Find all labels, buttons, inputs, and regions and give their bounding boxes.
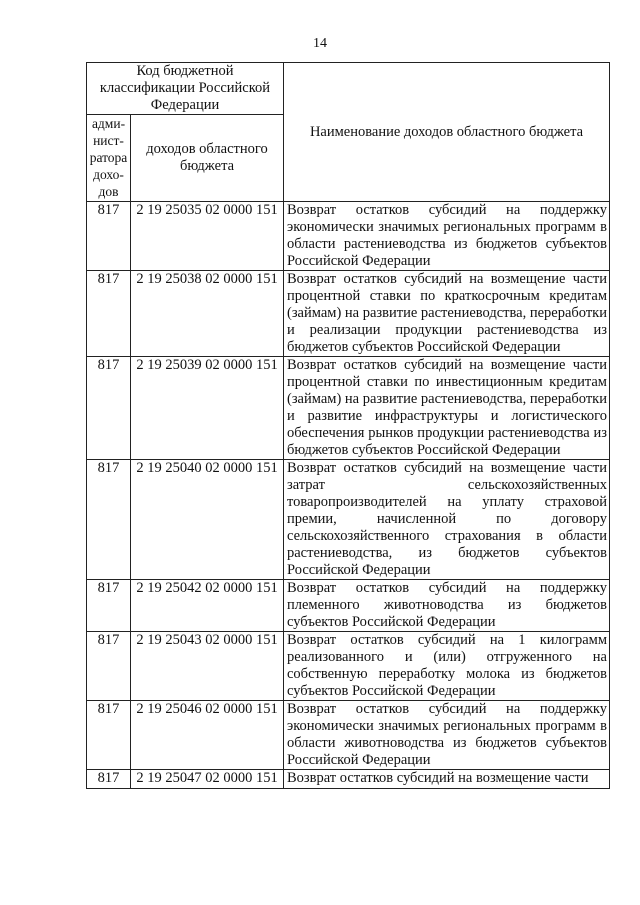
table-row: [87, 701, 610, 770]
revenue-description: Возврат остатков субсидий на поддержку экономически значимых региональных программ в области растениеводства из бюджетов субъектов Российской Федерации: [284, 202, 610, 271]
table-row: [87, 632, 610, 701]
revenue-description: Возврат остатков субсидий на поддержку экономически значимых региональных программ в области животноводства из бюджетов субъектов Российской Федерации: [284, 701, 610, 770]
revenue-description-text: Возврат остатков субсидий на возмещение части: [287, 770, 589, 786]
table-header-row-1: [87, 63, 610, 115]
administrator-code: 817: [87, 632, 131, 701]
budget-classification-code: 2 19 25046 02 0000 151: [131, 701, 284, 770]
header-income: доходов областного бюджета: [131, 115, 284, 202]
table-body: [87, 202, 610, 789]
administrator-code: 817: [87, 580, 131, 632]
administrator-code: 817: [87, 357, 131, 460]
administrator-code: 817: [87, 770, 131, 789]
administrator-code: 817: [87, 460, 131, 580]
budget-classification-code: 2 19 25042 02 0000 151: [131, 580, 284, 632]
table-row: [87, 770, 610, 789]
budget-classification-code: 2 19 25038 02 0000 151: [131, 271, 284, 357]
header-classification-code: Код бюджетной классификации Российской Федерации: [87, 63, 284, 115]
revenue-description: Возврат остатков субсидий на возмещение части процентной ставки по краткосрочным кредитам (займам) на развитие растениеводства, переработки и реализации продукции растениеводства из бюджетов субъектов Российской Федерации: [284, 271, 610, 357]
table-row: [87, 202, 610, 271]
revenue-description: Возврат остатков субсидий на возмещение части процентной ставки по инвестиционным кредитам (займам) на развитие растениеводства, переработки и развитие инфраструктуры и логистического обеспечения рынков продукции растениеводства из бюджетов субъектов Российской Федерации: [284, 357, 610, 460]
budget-table: [86, 62, 610, 789]
administrator-code: 817: [87, 701, 131, 770]
revenue-description: Возврат остатков субсидий на 1 килограмм реализованного и (или) отгруженного на собственную переработку молока из бюджетов субъектов Российской Федерации: [284, 632, 610, 701]
revenue-description: Возврат остатков субсидий на возмещение части затрат сельскохозяйственных товаропроизводителей на уплату страховой премии, начисленной по договору сельскохозяйственного страхования в области растениеводства, из бюджетов субъектов Российской Федерации: [284, 460, 610, 580]
revenue-description: Возврат остатков субсидий на поддержку племенного животноводства из бюджетов субъектов Российской Федерации: [284, 580, 610, 632]
table-row: [87, 357, 610, 460]
budget-classification-code: 2 19 25047 02 0000 151: [131, 770, 284, 789]
budget-classification-code: 2 19 25043 02 0000 151: [131, 632, 284, 701]
header-administrator: адми-нист-ратора дохо-дов: [87, 115, 131, 202]
table-row: [87, 580, 610, 632]
budget-classification-code: 2 19 25035 02 0000 151: [131, 202, 284, 271]
revenue-description: [284, 770, 610, 789]
page-number: 14: [313, 36, 327, 51]
table-row: [87, 460, 610, 580]
administrator-code: 817: [87, 271, 131, 357]
budget-classification-code: 2 19 25040 02 0000 151: [131, 460, 284, 580]
administrator-code: 817: [87, 202, 131, 271]
table-row: [87, 271, 610, 357]
budget-classification-code: 2 19 25039 02 0000 151: [131, 357, 284, 460]
header-revenue-name: Наименование доходов областного бюджета: [284, 63, 610, 202]
